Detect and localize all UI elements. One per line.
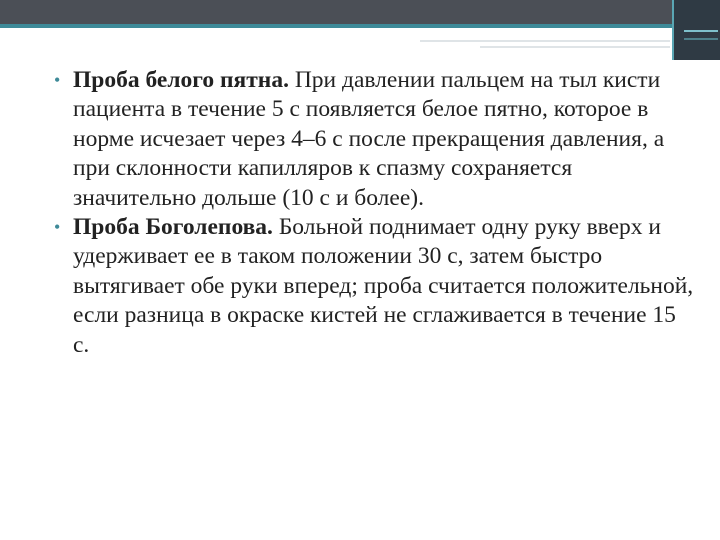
- bullet-term: Проба белого пятна.: [73, 67, 289, 93]
- bullet-item: [54, 66, 694, 213]
- bullet-icon: •: [54, 70, 61, 90]
- corner-ornament: [672, 0, 720, 60]
- header-accent-stripe: [0, 24, 720, 28]
- bullet-text: При давлении пальцем на тыл кисти пациента в течение 5 с появляется белое пятно, которое в норме исчезает через 4–6 с после прекращения давления, а при склонности капилляров к спазму сохраняется значительно дольше (10 с и более).: [73, 67, 665, 211]
- slide-body: [54, 66, 694, 360]
- decorative-line: [420, 40, 670, 42]
- bullet-item: [54, 213, 694, 360]
- bullet-icon: •: [54, 217, 61, 238]
- bullet-text: Больной поднимает одну руку вверх и удерживает ее в таком положении 30 с, затем быстро вытягивает обе руки вперед; проба считается положительной, если разница в окраске кистей не сглаживается в течение 15 с.: [73, 214, 694, 358]
- bullet-term: Проба Боголепова.: [73, 214, 273, 241]
- decorative-line: [480, 46, 670, 48]
- header-band: [0, 0, 720, 24]
